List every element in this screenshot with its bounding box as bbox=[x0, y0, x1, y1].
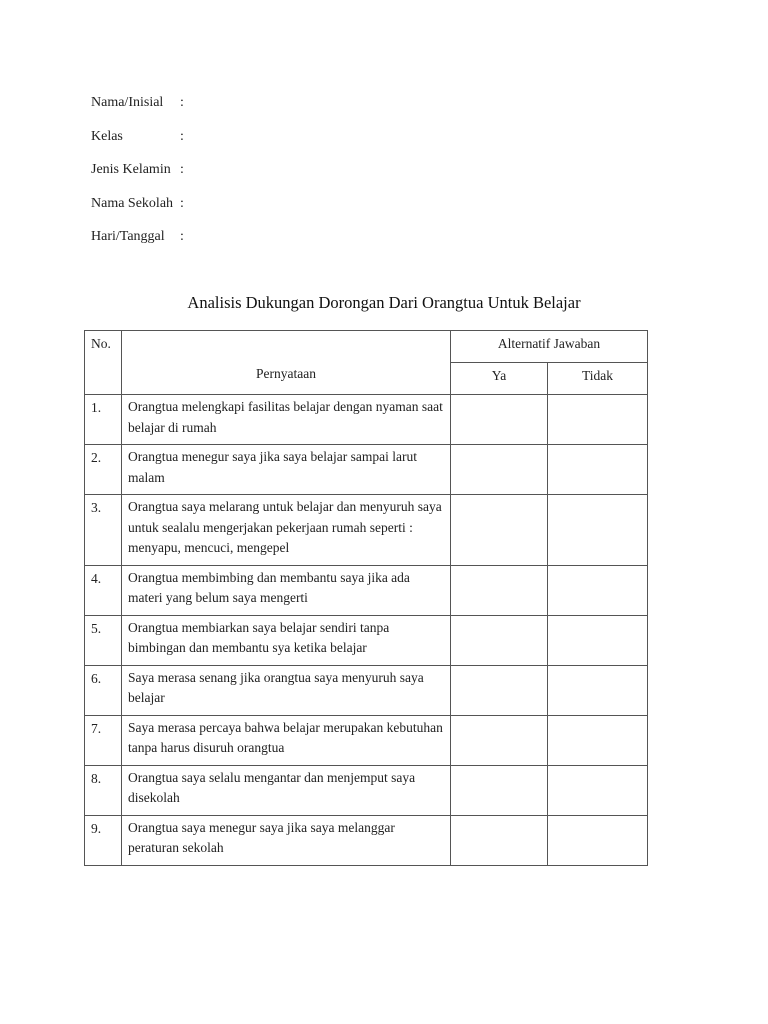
row-statement: Orangtua saya selalu mengantar dan menjemput saya disekolah bbox=[122, 765, 451, 815]
answer-yes-cell[interactable] bbox=[451, 765, 548, 815]
identity-colon: : bbox=[180, 128, 184, 144]
identity-colon: : bbox=[180, 95, 184, 110]
answer-yes-cell[interactable] bbox=[451, 615, 548, 665]
row-statement: Orangtua saya melarang untuk belajar dan menyuruh saya untuk sealalu mengerjakan pekerjaan rumah seperti : menyapu, mencuci, mengepel bbox=[122, 495, 451, 566]
row-number: 4. bbox=[85, 565, 122, 615]
answer-no-cell[interactable] bbox=[548, 445, 648, 495]
table-row bbox=[85, 815, 648, 865]
table-row bbox=[85, 765, 648, 815]
row-number: 5. bbox=[85, 615, 122, 665]
answer-no-cell[interactable] bbox=[548, 815, 648, 865]
answer-no-cell[interactable] bbox=[548, 495, 648, 566]
row-statement: Saya merasa percaya bahwa belajar merupakan kebutuhan tanpa harus disuruh orangtua bbox=[122, 715, 451, 765]
answer-no-cell[interactable] bbox=[548, 765, 648, 815]
row-number: 6. bbox=[85, 665, 122, 715]
table-row bbox=[85, 715, 648, 765]
header-number: No. bbox=[85, 331, 122, 395]
row-number: 9. bbox=[85, 815, 122, 865]
table-row bbox=[85, 495, 648, 566]
answer-yes-cell[interactable] bbox=[451, 395, 548, 445]
row-statement: Orangtua membimbing dan membantu saya jika ada materi yang belum saya mengerti bbox=[122, 565, 451, 615]
answer-no-cell[interactable] bbox=[548, 565, 648, 615]
row-statement: Orangtua membiarkan saya belajar sendiri tanpa bimbingan dan membantu sya ketika belajar bbox=[122, 615, 451, 665]
identity-label: Nama Sekolah bbox=[91, 195, 174, 211]
answer-yes-cell[interactable] bbox=[451, 715, 548, 765]
row-statement: Saya merasa senang jika orangtua saya menyuruh saya belajar bbox=[122, 665, 451, 715]
questionnaire-table bbox=[84, 330, 648, 866]
identity-colon: : bbox=[180, 195, 184, 211]
row-statement: Orangtua melengkapi fasilitas belajar dengan nyaman saat belajar di rumah bbox=[122, 395, 451, 445]
table-row bbox=[85, 565, 648, 615]
table-row bbox=[85, 615, 648, 665]
table-row bbox=[85, 665, 648, 715]
table-row bbox=[85, 445, 648, 495]
answer-yes-cell[interactable] bbox=[451, 565, 548, 615]
answer-no-cell[interactable] bbox=[548, 395, 648, 445]
answer-yes-cell[interactable] bbox=[451, 815, 548, 865]
table-header-row bbox=[85, 331, 648, 363]
answer-no-cell[interactable] bbox=[548, 615, 648, 665]
header-no-answer: Tidak bbox=[548, 363, 648, 395]
identity-label: Hari/Tanggal bbox=[91, 229, 165, 244]
identity-label: Jenis Kelamin bbox=[91, 162, 171, 177]
table-row bbox=[85, 395, 648, 445]
header-alternatives: Alternatif Jawaban bbox=[451, 331, 648, 363]
document-title: Analisis Dukungan Dorongan Dari Orangtua Untuk Belajar bbox=[187, 293, 581, 312]
identity-label: Kelas bbox=[91, 128, 123, 144]
row-number: 1. bbox=[85, 395, 122, 445]
identity-label: Nama/Inisial bbox=[91, 95, 164, 110]
answer-yes-cell[interactable] bbox=[451, 445, 548, 495]
row-number: 3. bbox=[85, 495, 122, 566]
answer-no-cell[interactable] bbox=[548, 665, 648, 715]
row-number: 2. bbox=[85, 445, 122, 495]
identity-colon: : bbox=[180, 162, 184, 177]
row-number: 7. bbox=[85, 715, 122, 765]
answer-yes-cell[interactable] bbox=[451, 665, 548, 715]
header-statement: Pernyataan bbox=[122, 331, 451, 395]
answer-yes-cell[interactable] bbox=[451, 495, 548, 566]
row-statement: Orangtua saya menegur saya jika saya melanggar peraturan sekolah bbox=[122, 815, 451, 865]
answer-no-cell[interactable] bbox=[548, 715, 648, 765]
row-number: 8. bbox=[85, 765, 122, 815]
row-statement: Orangtua menegur saya jika saya belajar sampai larut malam bbox=[122, 445, 451, 495]
identity-colon: : bbox=[180, 229, 184, 244]
header-yes: Ya bbox=[451, 363, 548, 395]
